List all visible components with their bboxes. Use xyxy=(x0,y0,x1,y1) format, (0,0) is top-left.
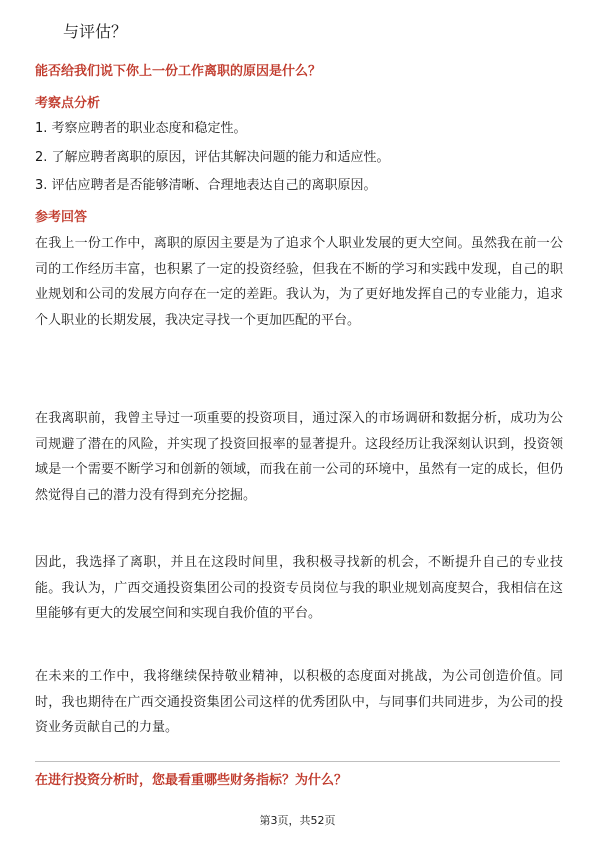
section-divider xyxy=(35,761,560,762)
answer-heading: 参考回答 xyxy=(35,210,88,225)
answer-paragraph: 因此，我选择了离职，并且在这段时间里，我积极寻找新的机会，不断提升自己的专业技能。我认为，广西交通投资集团公司的投资专员岗位与我的职业规划高度契合，我相信在这里能够有更大的发展空间和实现自我价值的平台。 xyxy=(35,555,563,621)
analysis-heading: 考察点分析 xyxy=(35,96,101,111)
answer-paragraph: 在我离职前，我曾主导过一项重要的投资项目，通过深入的市场调研和数据分析，成功为公司规避了潜在的风险，并实现了投资回报率的显著提升。这段经历让我深刻认识到，投资领域是一个需要不断学习和创新的领域，而我在前一公司的环境中，虽然有一定的成长，但仍然觉得自己的潜力没有得到充分挖掘。 xyxy=(35,411,563,503)
analysis-item: 1. 考察应聘者的职业态度和稳定性。 xyxy=(35,121,247,136)
answer-paragraph: 在未来的工作中，我将继续保持敬业精神，以积极的态度面对挑战，为公司创造价值。同时，我也期待在广西交通投资集团公司这样的优秀团队中，与同事们共同进步，为公司的投资业务贡献自己的力量。 xyxy=(35,669,563,735)
answer-paragraph: 在我上一份工作中，离职的原因主要是为了追求个人职业发展的更大空间。虽然我在前一公司的工作经历丰富，也积累了一定的投资经验，但我在不断的学习和实践中发现，自己的职业规划和公司的发展方向存在一定的差距。我认为，为了更好地发挥自己的专业能力，追求个人职业的长期发展，我决定寻找一个更加匹配的平台。 xyxy=(35,236,563,328)
question-heading: 能否给我们说下你上一份工作离职的原因是什么？ xyxy=(35,64,322,79)
page-number-footer: 第3页，共52页 xyxy=(259,814,336,827)
analysis-item: 2. 了解应聘者离职的原因，评估其解决问题的能力和适应性。 xyxy=(35,150,390,165)
next-question-heading: 在进行投资分析时，您最看重哪些财务指标？为什么？ xyxy=(35,773,348,788)
carry-over-title: 与评估？ xyxy=(63,22,128,41)
analysis-item: 3. 评估应聘者是否能够清晰、合理地表达自己的离职原因。 xyxy=(35,178,377,193)
